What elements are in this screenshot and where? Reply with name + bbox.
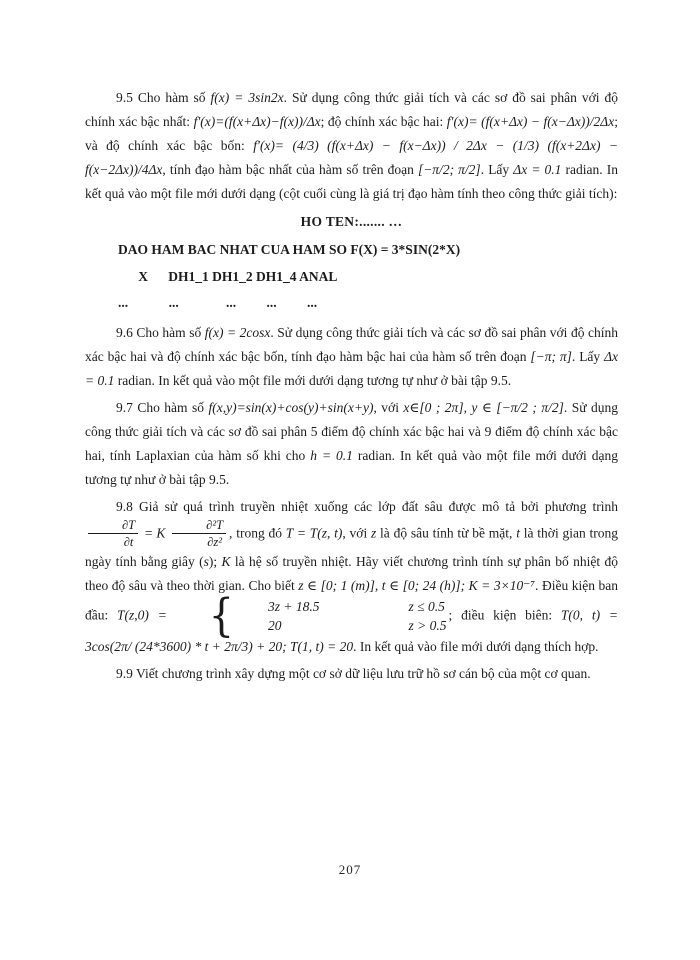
- output-header-line: X DH1_1 DH1_2 DH1_4 ANAL: [118, 268, 338, 284]
- fraction: $\frac{\partial T}{\partial t}$: [88, 518, 138, 549]
- page-number: 207: [338, 862, 362, 877]
- output-title-line: DAO HAM BAC NHAT CUA HAM SO F(X) = 3*SIN(2*X): [118, 242, 461, 257]
- curly-brace: {: [208, 590, 235, 642]
- paragraph-9-8: 9.8 Giả sử quá trình truyền nhiệt xuống các lớp đất sâu được mô tả bởi phương trình $\frac{\partial T}{\partial t}$ = K $\frac{\text{∂²T}}{\text{∂z²}}$ , trong đó T = T(z, t), với z là độ sâu tính từ bề mặt, t là thời gian trong ngày tính bằng giây (s); K là hệ số truyền nhiệt. Hãy viết chương trình tính sự phân bố nhiệt độ theo độ sâu và theo thời gian. Cho biết z ∈ [0; 1 (m)], t ∈ [0; 24 (h)]; K = 3×10⁻⁷. Điều kiện ban đầu: T(z,0) = { 3z + 18.5 z ≤ 0.5 20 z > 0.5 ; điều kiện biên: T(0, t) = 3cos(2π/ (24*3600) * t + 2π/3) + 20; T(1, t) = 20. In kết quả vào file mới dưới dạng thích hợp.: [85, 498, 619, 654]
- paragraph-9-7: 9.7 Cho hàm số f(x,y)=sin(x)+cos(y)+sin(x+y), với x∈[0 ; 2π], y ∈ [−π/2 ; π/2]. Sử dụng công thức giải tích và các sơ đồ sai phân 5 điểm độ chính xác bậc hai và 9 điểm độ chính xác bậc hai, tính Laplaxian của hàm số khi cho h = 0.1 radian. In kết quả vào một file mới dưới dạng tương tự như ở bài tập 9.5.: [85, 399, 618, 487]
- fraction: $\frac{\text{∂²T}}{\text{∂z²}}$: [172, 518, 226, 549]
- paragraph-9-6: 9.6 Cho hàm số f(x) = 2cosx. Sử dụng công thức giải tích và các sơ đồ sai phân với độ chính xác bậc hai và độ chính xác bậc bốn, tính đạo hàm bậc hai của hàm số trên đoạn [−π; π]. Lấy Δx = 0.1 radian. In kết quả vào một file mới dưới dạng tương tự như ở bài tập 9.5.: [85, 324, 618, 388]
- paragraph-9-9: 9.9 Viết chương trình xây dựng một cơ sở dữ liệu lưu trữ hồ sơ cán bộ của một cơ quan.: [116, 665, 591, 681]
- output-dots-line: ... ... ... ... ...: [118, 295, 318, 310]
- piecewise-cases: { 3z + 18.5 z ≤ 0.5 20 z > 0.5: [178, 598, 447, 635]
- document-content: [85, 86, 618, 689]
- sample-output-block: [118, 237, 618, 317]
- ho-ten-line: HO TEN:....... …: [300, 214, 403, 229]
- paragraph-9-5: 9.5 Cho hàm số f(x) = 3sin2x. Sử dụng công thức giải tích và các sơ đồ sai phân với độ chính xác bậc nhất: f′(x)=(f(x+Δx)−f(x))/Δx; độ chính xác bậc hai: f′(x)= (f(x+Δx) − f(x−Δx))/2Δx; và độ chính xác bậc bốn: f′(x)= (4/3) (f(x+Δx) − f(x−Δx)) / 2Δx − (1/3) (f(x+2Δx) − f(x−2Δx))/4Δx, tính đạo hàm bậc nhất của hàm số trên đoạn [−π/2; π/2]. Lấy Δx = 0.1 radian. In kết quả vào một file mới dưới dạng (cột cuối cùng là giá trị đạo hàm tính theo công thức giải tích):: [85, 90, 618, 201]
